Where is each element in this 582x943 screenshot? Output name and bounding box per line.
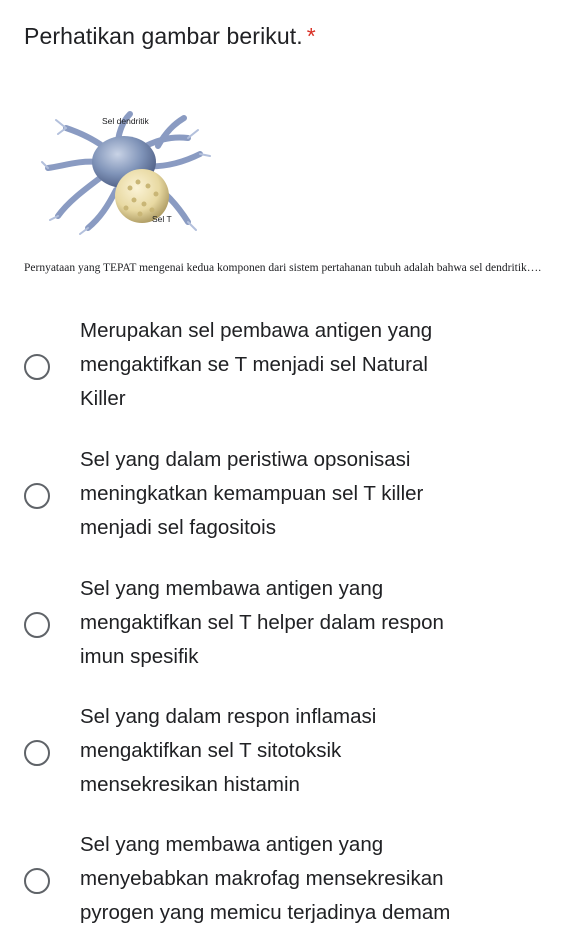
option-line: Merupakan sel pembawa antigen yang <box>80 319 433 342</box>
option-line: mengaktifkan se T menjadi sel Natural <box>80 353 428 376</box>
option-line: mensekresikan histamin <box>80 773 300 796</box>
option-line: Sel yang membawa antigen yang <box>80 577 384 600</box>
radio-button[interactable] <box>24 868 50 894</box>
required-asterisk: * <box>306 23 316 49</box>
option-line: menyebabkan makrofag mensekresikan <box>80 867 444 890</box>
option-label[interactable] <box>80 443 560 545</box>
radio-button[interactable] <box>24 483 50 509</box>
option-1[interactable] <box>0 314 582 416</box>
option-label[interactable] <box>80 828 560 930</box>
option-line: Sel yang dalam peristiwa opsonisasi <box>80 448 411 471</box>
option-3[interactable] <box>0 572 582 674</box>
option-label[interactable] <box>80 314 560 416</box>
option-line: mengaktifkan sel T sitotoksik <box>80 739 342 762</box>
option-line: Sel yang membawa antigen yang <box>80 833 384 856</box>
question-title-text: Perhatikan gambar berikut. <box>24 23 303 49</box>
option-label[interactable] <box>80 572 560 674</box>
radio-button[interactable] <box>24 354 50 380</box>
option-2[interactable] <box>0 443 582 545</box>
option-4[interactable] <box>0 700 582 802</box>
figure-label-dendritic: Sel dendritik <box>102 116 149 126</box>
radio-button[interactable] <box>24 740 50 766</box>
option-line: meningkatkan kemampuan sel T killer <box>80 482 424 505</box>
option-line: imun spesifik <box>80 645 199 668</box>
option-line: Sel yang dalam respon inflamasi <box>80 705 377 728</box>
radio-button[interactable] <box>24 612 50 638</box>
option-line: Killer <box>80 387 126 410</box>
option-line: menjadi sel fagositois <box>80 516 276 539</box>
figure-label-tcell: Sel T <box>152 214 172 224</box>
option-line: mengaktifkan sel T helper dalam respon <box>80 611 444 634</box>
option-line: pyrogen yang memicu terjadinya demam <box>80 901 451 924</box>
question-caption: Pernyataan yang TEPAT mengenai kedua komponen dari sistem pertahanan tubuh adalah bahwa sel dendritik…. <box>24 262 542 274</box>
option-5[interactable] <box>0 828 582 930</box>
option-label[interactable] <box>80 700 560 802</box>
